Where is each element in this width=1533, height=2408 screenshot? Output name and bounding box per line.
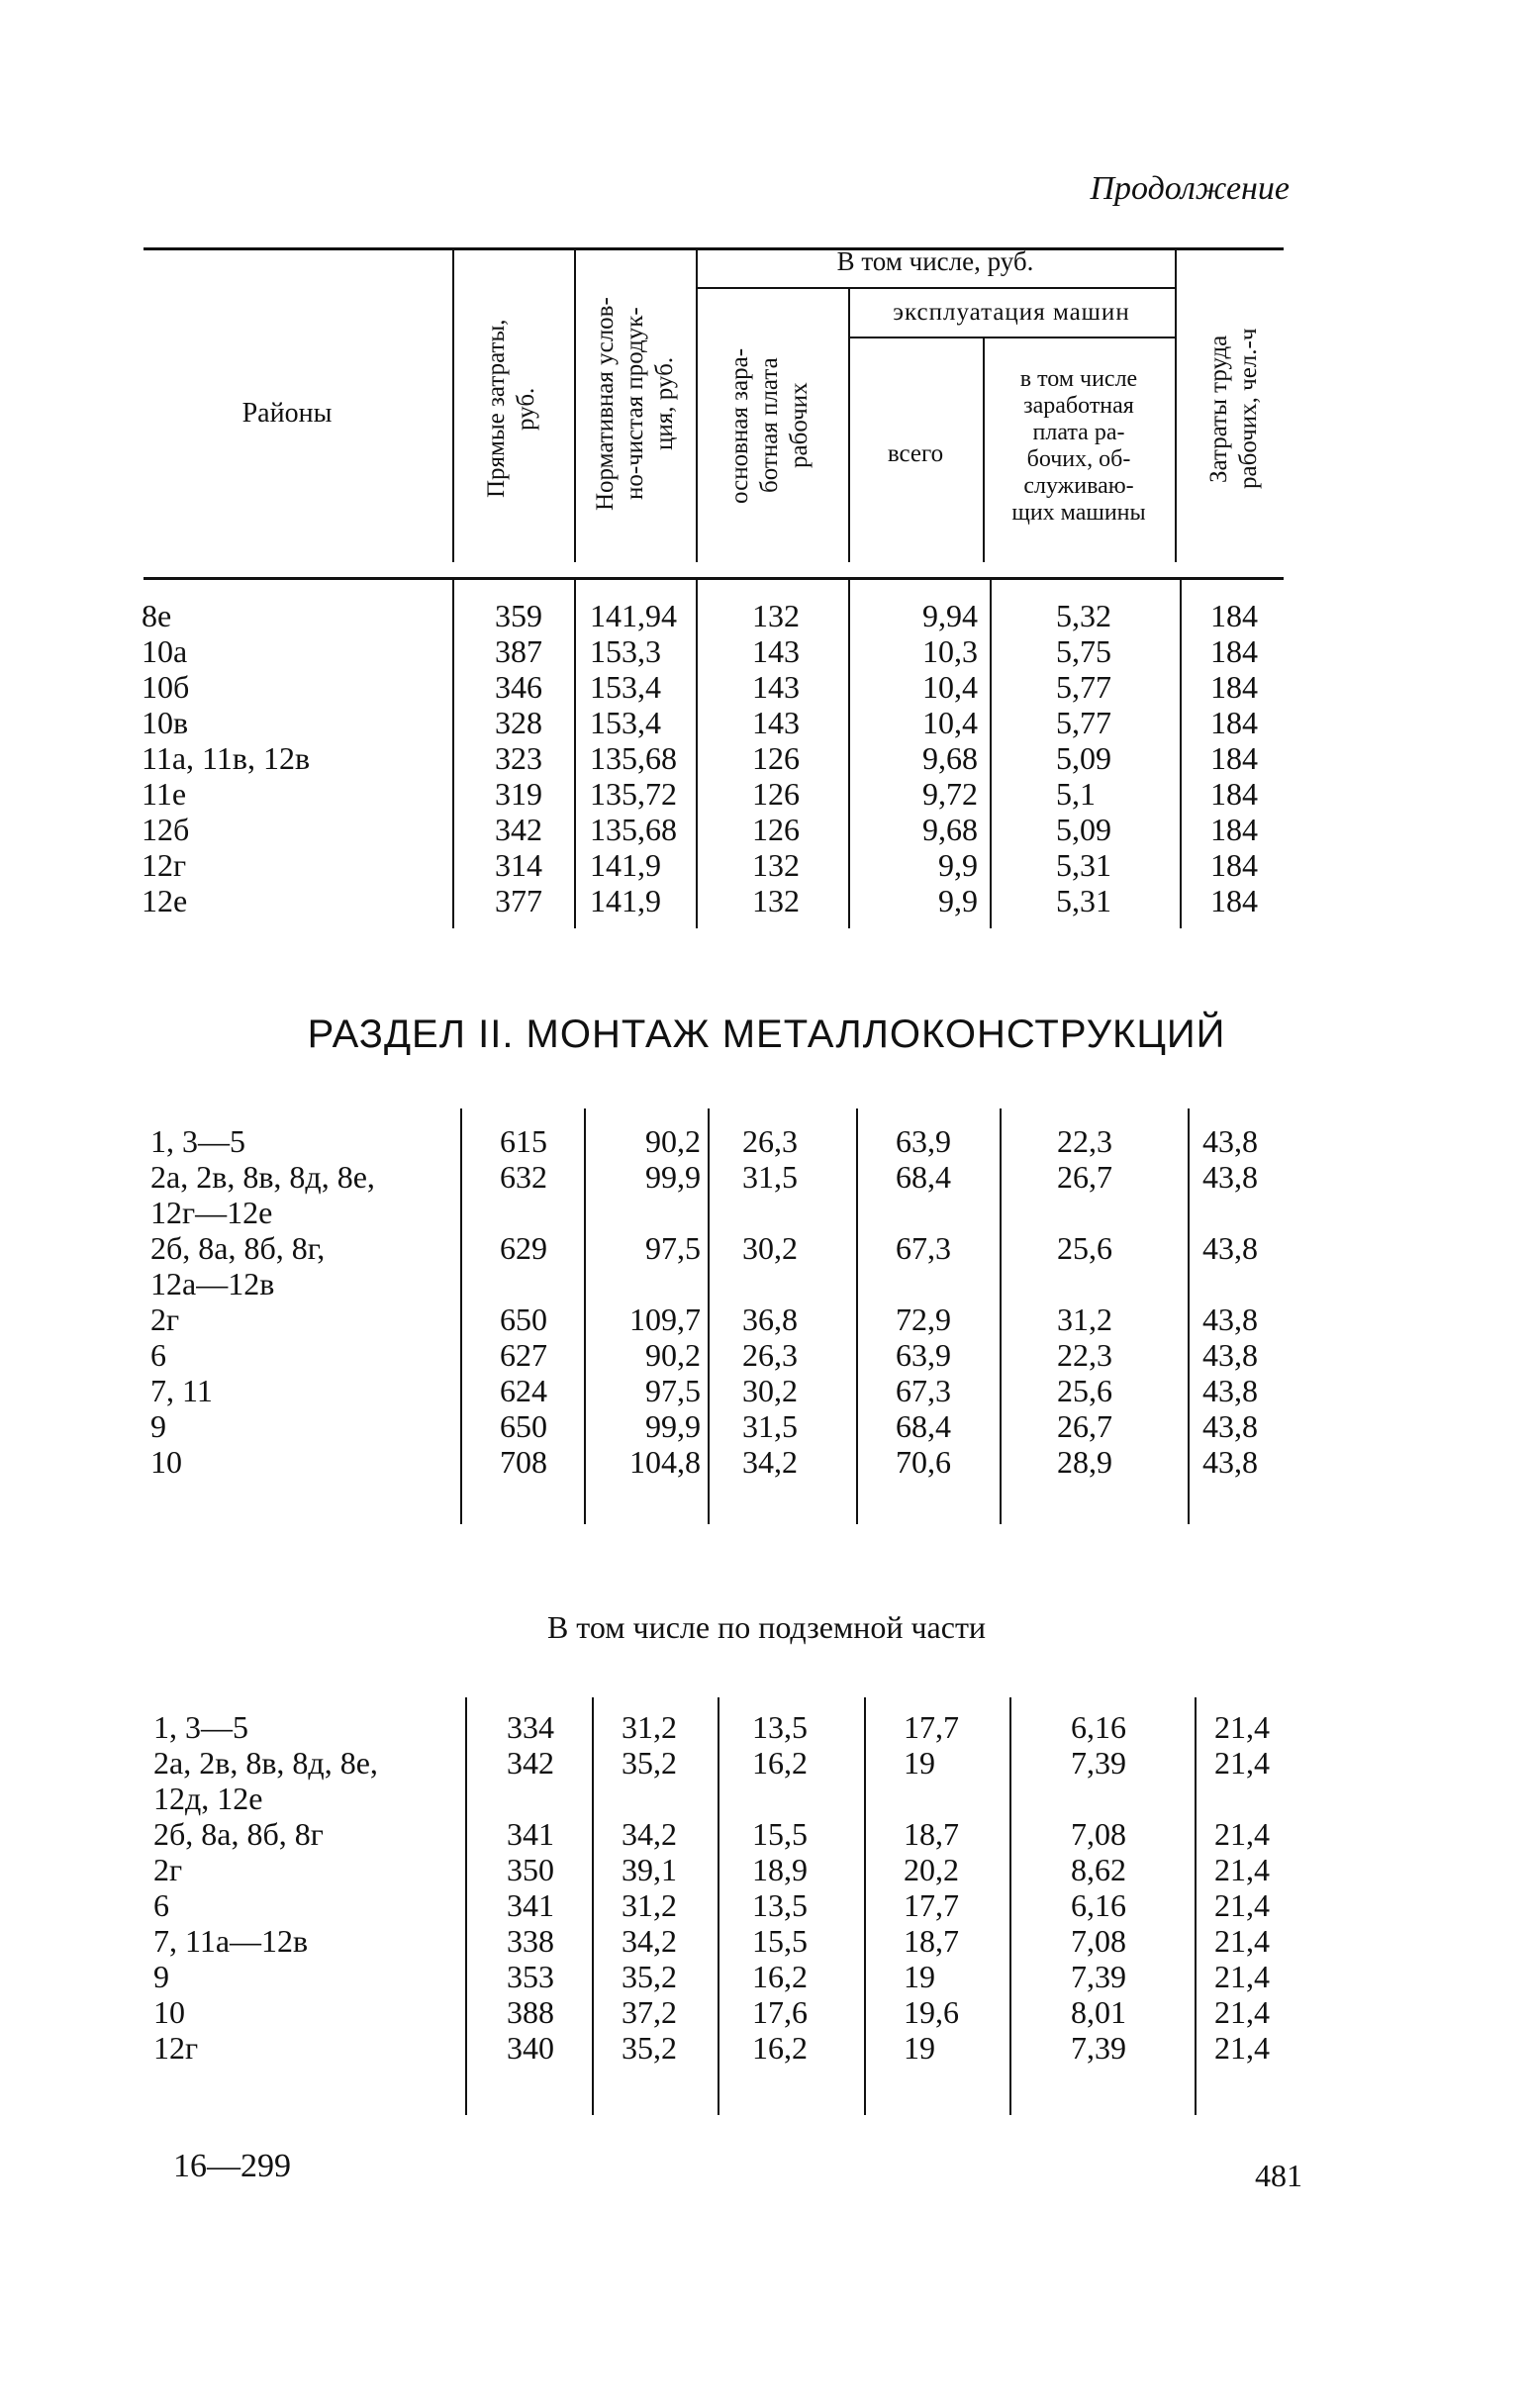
base-wage-header: основная зара- ботная плата рабочих	[726, 347, 813, 504]
labor-cell: 43,8	[1202, 1301, 1258, 1337]
direct-costs-cell: 388	[507, 1994, 554, 2030]
district-cell: 12е	[142, 883, 188, 918]
normative-cell: 34,2	[622, 1923, 677, 1959]
machine-wage-cell: 7,39	[1071, 1745, 1126, 1781]
machines-total-cell: 19,6	[904, 1994, 959, 2030]
section3-col-divider	[465, 1697, 467, 2115]
base-wage-cell: 17,6	[752, 1994, 808, 2030]
section3-col-divider	[718, 1697, 719, 2115]
section1-col-divider	[990, 580, 992, 928]
district-cell-continued: 12г—12е	[150, 1195, 273, 1230]
direct-costs-cell: 377	[495, 883, 542, 918]
machines-total-cell: 20,2	[904, 1852, 959, 1887]
normative-cell: 109,7	[629, 1301, 701, 1337]
direct-costs-cell: 350	[507, 1852, 554, 1887]
normative-cell: 135,68	[590, 740, 677, 776]
district-cell: 10в	[142, 705, 189, 740]
base-wage-cell: 132	[752, 883, 800, 918]
district-cell-continued: 12а—12в	[150, 1266, 275, 1301]
normative-cell: 37,2	[622, 1994, 677, 2030]
machines-total-cell: 18,7	[904, 1816, 959, 1852]
machine-wage-cell: 7,08	[1071, 1816, 1126, 1852]
section3-col-divider	[592, 1697, 594, 2115]
direct-costs-cell: 341	[507, 1887, 554, 1923]
normative-cell: 35,2	[622, 1745, 677, 1781]
labor-cell: 184	[1210, 847, 1258, 883]
labor-cell: 43,8	[1202, 1337, 1258, 1373]
base-wage-cell: 126	[752, 812, 800, 847]
district-cell: 10	[150, 1444, 182, 1480]
machines-total-cell: 9,94	[922, 598, 978, 633]
base-wage-cell: 13,5	[752, 1709, 808, 1745]
normative-cell: 90,2	[645, 1337, 701, 1373]
district-cell: 6	[153, 1887, 169, 1923]
base-wage-cell: 126	[752, 740, 800, 776]
normative-cell: 31,2	[622, 1709, 677, 1745]
base-wage-cell: 26,3	[742, 1337, 798, 1373]
direct-costs-cell: 338	[507, 1923, 554, 1959]
section3-col-divider	[864, 1697, 866, 2115]
machine-wage-cell: 8,62	[1071, 1852, 1126, 1887]
machines-total-cell: 68,4	[896, 1408, 951, 1444]
machine-wage-cell: 5,1	[1056, 776, 1096, 812]
labor-cell: 21,4	[1214, 1816, 1270, 1852]
direct-costs-cell: 346	[495, 669, 542, 705]
direct-costs-cell: 341	[507, 1816, 554, 1852]
direct-costs-cell: 353	[507, 1959, 554, 1994]
machines-total-cell: 68,4	[896, 1159, 951, 1195]
base-wage-cell: 143	[752, 633, 800, 669]
machines-total-cell: 10,3	[922, 633, 978, 669]
district-cell: 2б, 8а, 8б, 8г,	[150, 1230, 326, 1266]
base-wage-cell: 16,2	[752, 1745, 808, 1781]
section2-col-divider	[584, 1108, 586, 1524]
machines-total-cell: 19	[904, 1959, 935, 1994]
district-cell: 6	[150, 1337, 166, 1373]
normative-cell: 99,9	[645, 1159, 701, 1195]
section3-title: В том числе по подземной части	[546, 1609, 987, 1645]
base-wage-cell: 143	[752, 705, 800, 740]
normative-cell: 135,68	[590, 812, 677, 847]
machines-total-cell: 19	[904, 1745, 935, 1781]
header-col-divider	[452, 249, 454, 562]
header-col-divider	[696, 249, 698, 562]
labor-cell: 21,4	[1214, 1959, 1270, 1994]
section3-col-divider	[1009, 1697, 1011, 2115]
normative-cell: 97,5	[645, 1373, 701, 1408]
section1-col-divider	[452, 580, 454, 928]
district-cell: 10б	[142, 669, 190, 705]
base-wage-cell: 36,8	[742, 1301, 798, 1337]
district-cell: 12б	[142, 812, 190, 847]
normative-cell: 153,4	[590, 705, 661, 740]
direct-costs-cell: 323	[495, 740, 542, 776]
direct-costs-cell: 615	[500, 1123, 547, 1159]
direct-costs-cell: 359	[495, 598, 542, 633]
base-wage-cell: 132	[752, 847, 800, 883]
labor-cell: 21,4	[1214, 1852, 1270, 1887]
districts-header: Районы	[241, 398, 333, 429]
direct-costs-cell: 342	[495, 812, 542, 847]
section2-title: РАЗДЕЛ II. МОНТАЖ МЕТАЛЛОКОНСТРУКЦИЙ	[307, 1012, 1226, 1056]
machine-wage-cell: 5,75	[1056, 633, 1111, 669]
header-bottom-rule	[144, 577, 1284, 580]
machines-total-cell: 63,9	[896, 1123, 951, 1159]
including-header: В том числе, руб.	[836, 246, 1034, 276]
machine-wage-header: в том числе заработная плата ра- бочих, об- служиваю- щих машины	[1011, 366, 1146, 526]
machines-total-cell: 9,9	[938, 883, 978, 918]
district-cell: 1, 3—5	[150, 1123, 245, 1159]
section1-col-divider	[574, 580, 576, 928]
district-cell: 1, 3—5	[153, 1709, 248, 1745]
base-wage-cell: 30,2	[742, 1230, 798, 1266]
direct-costs-cell: 334	[507, 1709, 554, 1745]
base-wage-cell: 126	[752, 776, 800, 812]
district-cell: 8е	[142, 598, 172, 633]
direct-costs-cell: 340	[507, 2030, 554, 2066]
normative-cell: 39,1	[622, 1852, 677, 1887]
base-wage-cell: 15,5	[752, 1816, 808, 1852]
district-cell: 10	[153, 1994, 185, 2030]
machine-wage-cell: 5,09	[1056, 812, 1111, 847]
base-wage-cell: 143	[752, 669, 800, 705]
machine-wage-cell: 28,9	[1057, 1444, 1112, 1480]
machines-total-cell: 10,4	[922, 705, 978, 740]
machine-wage-cell: 22,3	[1057, 1123, 1112, 1159]
direct-costs-cell: 650	[500, 1408, 547, 1444]
normative-cell: 153,4	[590, 669, 661, 705]
machines-total-cell: 72,9	[896, 1301, 951, 1337]
district-cell: 7, 11а—12в	[153, 1923, 309, 1959]
machine-wage-cell: 7,39	[1071, 2030, 1126, 2066]
machines-total-cell: 19	[904, 2030, 935, 2066]
section2-col-divider	[1000, 1108, 1002, 1524]
machine-wage-cell: 7,39	[1071, 1959, 1126, 1994]
normative-header: Нормативная услов- но-чистая продук- ция, руб.	[592, 297, 678, 511]
district-cell: 11е	[142, 776, 187, 812]
district-cell: 2а, 2в, 8в, 8д, 8е,	[150, 1159, 375, 1195]
direct-costs-cell: 319	[495, 776, 542, 812]
labor-cell: 43,8	[1202, 1159, 1258, 1195]
machine-wage-cell: 25,6	[1057, 1373, 1112, 1408]
direct-costs-cell: 650	[500, 1301, 547, 1337]
district-cell: 12г	[153, 2030, 199, 2066]
machine-wage-cell: 6,16	[1071, 1887, 1126, 1923]
machine-wage-cell: 26,7	[1057, 1408, 1112, 1444]
direct-costs-cell: 314	[495, 847, 542, 883]
machines-total-cell: 9,72	[922, 776, 978, 812]
header-col-divider	[848, 289, 850, 562]
labor-cell: 184	[1210, 633, 1258, 669]
labor-header: Затраты труда рабочих, чел.-ч	[1205, 328, 1262, 490]
labor-cell: 184	[1210, 883, 1258, 918]
normative-cell: 141,9	[590, 883, 661, 918]
section2-col-divider	[708, 1108, 710, 1524]
machines-total-cell: 67,3	[896, 1373, 951, 1408]
signature-mark: 16—299	[173, 2148, 291, 2184]
section2-col-divider	[856, 1108, 858, 1524]
normative-cell: 31,2	[622, 1887, 677, 1923]
direct-costs-cell: 632	[500, 1159, 547, 1195]
base-wage-cell: 16,2	[752, 2030, 808, 2066]
machines-total-cell: 17,7	[904, 1887, 959, 1923]
labor-cell: 184	[1210, 705, 1258, 740]
section2-col-divider	[460, 1108, 462, 1524]
section1-col-divider	[1180, 580, 1182, 928]
labor-cell: 21,4	[1214, 1887, 1270, 1923]
labor-cell: 43,8	[1202, 1408, 1258, 1444]
labor-cell: 43,8	[1202, 1373, 1258, 1408]
labor-cell: 184	[1210, 776, 1258, 812]
base-wage-cell: 30,2	[742, 1373, 798, 1408]
continuation-label: Продолжение	[1090, 170, 1290, 207]
district-cell: 2г	[153, 1852, 183, 1887]
machine-wage-cell: 7,08	[1071, 1923, 1126, 1959]
machine-wage-cell: 5,77	[1056, 705, 1111, 740]
labor-cell: 43,8	[1202, 1444, 1258, 1480]
district-cell-continued: 12д, 12е	[153, 1781, 263, 1816]
direct-costs-header: Прямые затраты, руб.	[483, 319, 539, 499]
normative-cell: 34,2	[622, 1816, 677, 1852]
base-wage-cell: 18,9	[752, 1852, 808, 1887]
machines-total-cell: 63,9	[896, 1337, 951, 1373]
labor-cell: 184	[1210, 669, 1258, 705]
district-cell: 9	[153, 1959, 169, 1994]
district-cell: 2а, 2в, 8в, 8д, 8е,	[153, 1745, 378, 1781]
normative-cell: 35,2	[622, 2030, 677, 2066]
district-cell: 9	[150, 1408, 166, 1444]
labor-cell: 184	[1210, 812, 1258, 847]
base-wage-cell: 31,5	[742, 1408, 798, 1444]
normative-cell: 153,3	[590, 633, 661, 669]
labor-cell: 21,4	[1214, 1923, 1270, 1959]
normative-cell: 99,9	[645, 1408, 701, 1444]
section1-col-divider	[848, 580, 850, 928]
machines-total-cell: 17,7	[904, 1709, 959, 1745]
normative-cell: 97,5	[645, 1230, 701, 1266]
direct-costs-cell: 629	[500, 1230, 547, 1266]
labor-cell: 21,4	[1214, 1709, 1270, 1745]
base-wage-cell: 132	[752, 598, 800, 633]
base-wage-cell: 34,2	[742, 1444, 798, 1480]
normative-cell: 135,72	[590, 776, 677, 812]
base-wage-cell: 15,5	[752, 1923, 808, 1959]
machines-total-cell: 10,4	[922, 669, 978, 705]
machine-wage-cell: 5,31	[1056, 883, 1111, 918]
labor-cell: 184	[1210, 740, 1258, 776]
normative-cell: 35,2	[622, 1959, 677, 1994]
direct-costs-cell: 624	[500, 1373, 547, 1408]
section1-col-divider	[696, 580, 698, 928]
base-wage-cell: 26,3	[742, 1123, 798, 1159]
base-wage-cell: 16,2	[752, 1959, 808, 1994]
machines-header: эксплуатация машин	[893, 299, 1130, 326]
normative-cell: 141,94	[590, 598, 677, 633]
district-cell: 10а	[142, 633, 188, 669]
base-wage-cell: 31,5	[742, 1159, 798, 1195]
normative-cell: 104,8	[629, 1444, 701, 1480]
labor-cell: 43,8	[1202, 1123, 1258, 1159]
machines-total-header: всего	[887, 440, 944, 467]
section2-col-divider	[1188, 1108, 1190, 1524]
district-cell: 2г	[150, 1301, 180, 1337]
machines-total-cell: 67,3	[896, 1230, 951, 1266]
header-col-divider	[1175, 249, 1177, 562]
labor-cell: 21,4	[1214, 1745, 1270, 1781]
machine-wage-cell: 8,01	[1071, 1994, 1126, 2030]
district-cell: 11а, 11в, 12в	[142, 740, 311, 776]
labor-cell: 21,4	[1214, 1994, 1270, 2030]
machine-wage-cell: 5,77	[1056, 669, 1111, 705]
machine-wage-cell: 5,09	[1056, 740, 1111, 776]
machines-rule	[848, 337, 1175, 338]
machine-wage-cell: 5,32	[1056, 598, 1111, 633]
section3-col-divider	[1195, 1697, 1197, 2115]
base-wage-cell: 13,5	[752, 1887, 808, 1923]
direct-costs-cell: 387	[495, 633, 542, 669]
labor-cell: 21,4	[1214, 2030, 1270, 2066]
machines-total-cell: 9,68	[922, 812, 978, 847]
machine-wage-cell: 6,16	[1071, 1709, 1126, 1745]
direct-costs-cell: 708	[500, 1444, 547, 1480]
machines-total-cell: 70,6	[896, 1444, 951, 1480]
machines-total-cell: 18,7	[904, 1923, 959, 1959]
direct-costs-cell: 342	[507, 1745, 554, 1781]
district-cell: 7, 11	[150, 1373, 213, 1408]
including-rule	[696, 287, 1175, 289]
normative-cell: 90,2	[645, 1123, 701, 1159]
labor-cell: 43,8	[1202, 1230, 1258, 1266]
machine-wage-cell: 25,6	[1057, 1230, 1112, 1266]
district-cell: 12г	[142, 847, 187, 883]
machine-wage-cell: 5,31	[1056, 847, 1111, 883]
machine-wage-cell: 31,2	[1057, 1301, 1112, 1337]
machines-total-cell: 9,9	[938, 847, 978, 883]
page-number: 481	[1255, 2158, 1302, 2193]
machines-total-cell: 9,68	[922, 740, 978, 776]
direct-costs-cell: 328	[495, 705, 542, 740]
district-cell: 2б, 8а, 8б, 8г	[153, 1816, 324, 1852]
normative-cell: 141,9	[590, 847, 661, 883]
machine-wage-cell: 26,7	[1057, 1159, 1112, 1195]
direct-costs-cell: 627	[500, 1337, 547, 1373]
labor-cell: 184	[1210, 598, 1258, 633]
header-col-divider	[574, 249, 576, 562]
machine-wage-cell: 22,3	[1057, 1337, 1112, 1373]
